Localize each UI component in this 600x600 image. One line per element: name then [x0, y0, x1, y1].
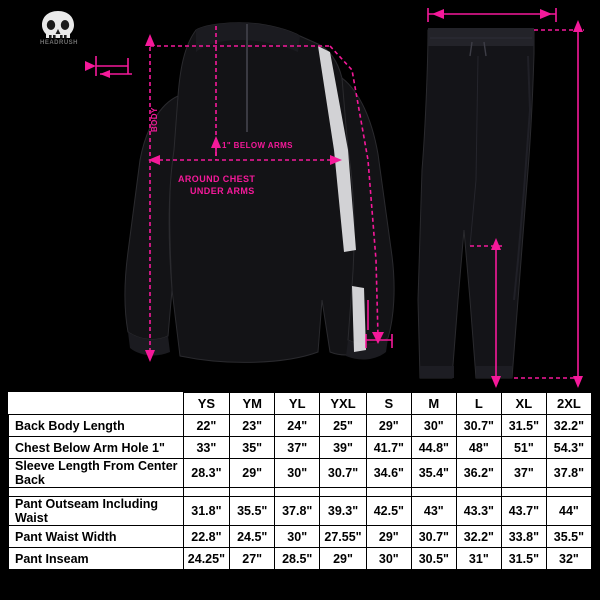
jacket-illustration [125, 23, 394, 363]
cell: 22" [183, 415, 230, 437]
spacer-cell [183, 488, 230, 497]
header-size-s: S [366, 393, 411, 415]
cell: 41.7" [366, 437, 411, 459]
cell: 31.5" [501, 415, 546, 437]
table-row [9, 548, 592, 570]
cell: 29" [230, 459, 275, 488]
cell: 32" [546, 548, 591, 570]
cell: 24" [275, 415, 320, 437]
table-header-row [9, 393, 592, 415]
cell: 27" [230, 548, 275, 570]
row-label-pant-inseam: Pant Inseam [9, 548, 184, 570]
cell: 31.8" [183, 497, 230, 526]
cell: 44.8" [411, 437, 456, 459]
header-size-yl: YL [275, 393, 320, 415]
cell: 30" [366, 548, 411, 570]
spacer-cell [456, 488, 501, 497]
spacer-cell [501, 488, 546, 497]
cell: 37" [501, 459, 546, 488]
table-row [9, 497, 592, 526]
table-row [9, 415, 592, 437]
label-under-arms: UNDER ARMS [190, 186, 255, 196]
cell: 51" [501, 437, 546, 459]
cell: 31.5" [501, 548, 546, 570]
table-spacer-row [9, 488, 592, 497]
cell: 35" [230, 437, 275, 459]
spacer-cell [9, 488, 184, 497]
cell: 48" [456, 437, 501, 459]
table-row [9, 459, 592, 488]
brand-name: HEADRUSH [39, 40, 78, 46]
row-label-chest-below-arm-hole: Chest Below Arm Hole 1" [9, 437, 184, 459]
cell: 32.2" [456, 526, 501, 548]
row-label-pant-outseam: Pant Outseam Including Waist [9, 497, 184, 526]
cell: 29" [366, 415, 411, 437]
cell: 31" [456, 548, 501, 570]
pant-illustration [418, 28, 534, 378]
cell: 30.7" [411, 526, 456, 548]
cell: 30.7" [320, 459, 367, 488]
header-size-m: M [411, 393, 456, 415]
cell: 23" [230, 415, 275, 437]
cell: 29" [320, 548, 367, 570]
cell: 28.3" [183, 459, 230, 488]
label-around-chest: AROUND CHEST [178, 174, 256, 184]
cell: 33.8" [501, 526, 546, 548]
cell: 24.25" [183, 548, 230, 570]
cell: 42.5" [366, 497, 411, 526]
cell: 24.5" [230, 526, 275, 548]
cell: 44" [546, 497, 591, 526]
header-size-ys: YS [183, 393, 230, 415]
row-label-pant-waist-width: Pant Waist Width [9, 526, 184, 548]
header-size-ym: YM [230, 393, 275, 415]
spacer-cell [546, 488, 591, 497]
row-label-back-body-length: Back Body Length [9, 415, 184, 437]
cell: 54.3" [546, 437, 591, 459]
cell: 33" [183, 437, 230, 459]
cell: 30" [275, 526, 320, 548]
cell: 30" [411, 415, 456, 437]
header-size-yxl: YXL [320, 393, 367, 415]
cell: 32.2" [546, 415, 591, 437]
cell: 25" [320, 415, 367, 437]
cell: 43.3" [456, 497, 501, 526]
cell: 35.4" [411, 459, 456, 488]
cell: 28.5" [275, 548, 320, 570]
spacer-cell [275, 488, 320, 497]
header-blank [9, 393, 184, 415]
cell: 36.2" [456, 459, 501, 488]
cell: 39.3" [320, 497, 367, 526]
cell: 30" [275, 459, 320, 488]
cell: 30.5" [411, 548, 456, 570]
cell: 34.6" [366, 459, 411, 488]
cell: 22.8" [183, 526, 230, 548]
table-row [9, 526, 592, 548]
cell: 35.5" [230, 497, 275, 526]
header-size-xl: XL [501, 393, 546, 415]
cell: 27.55" [320, 526, 367, 548]
cell: 30.7" [456, 415, 501, 437]
cell: 37.8" [275, 497, 320, 526]
cell: 29" [366, 526, 411, 548]
label-body: BODY [150, 107, 159, 132]
cell: 39" [320, 437, 367, 459]
header-size-l: L [456, 393, 501, 415]
spacer-cell [230, 488, 275, 497]
cell: 37" [275, 437, 320, 459]
table-row [9, 437, 592, 459]
cell: 43.7" [501, 497, 546, 526]
cell: 43" [411, 497, 456, 526]
size-table [8, 392, 592, 570]
spacer-cell [366, 488, 411, 497]
spacer-cell [411, 488, 456, 497]
label-below-arms: 1" BELOW ARMS [222, 141, 293, 150]
spacer-cell [320, 488, 367, 497]
cell: 35.5" [546, 526, 591, 548]
cell: 37.8" [546, 459, 591, 488]
row-label-sleeve-length: Sleeve Length From Center Back [9, 459, 184, 488]
header-size-2xl: 2XL [546, 393, 591, 415]
